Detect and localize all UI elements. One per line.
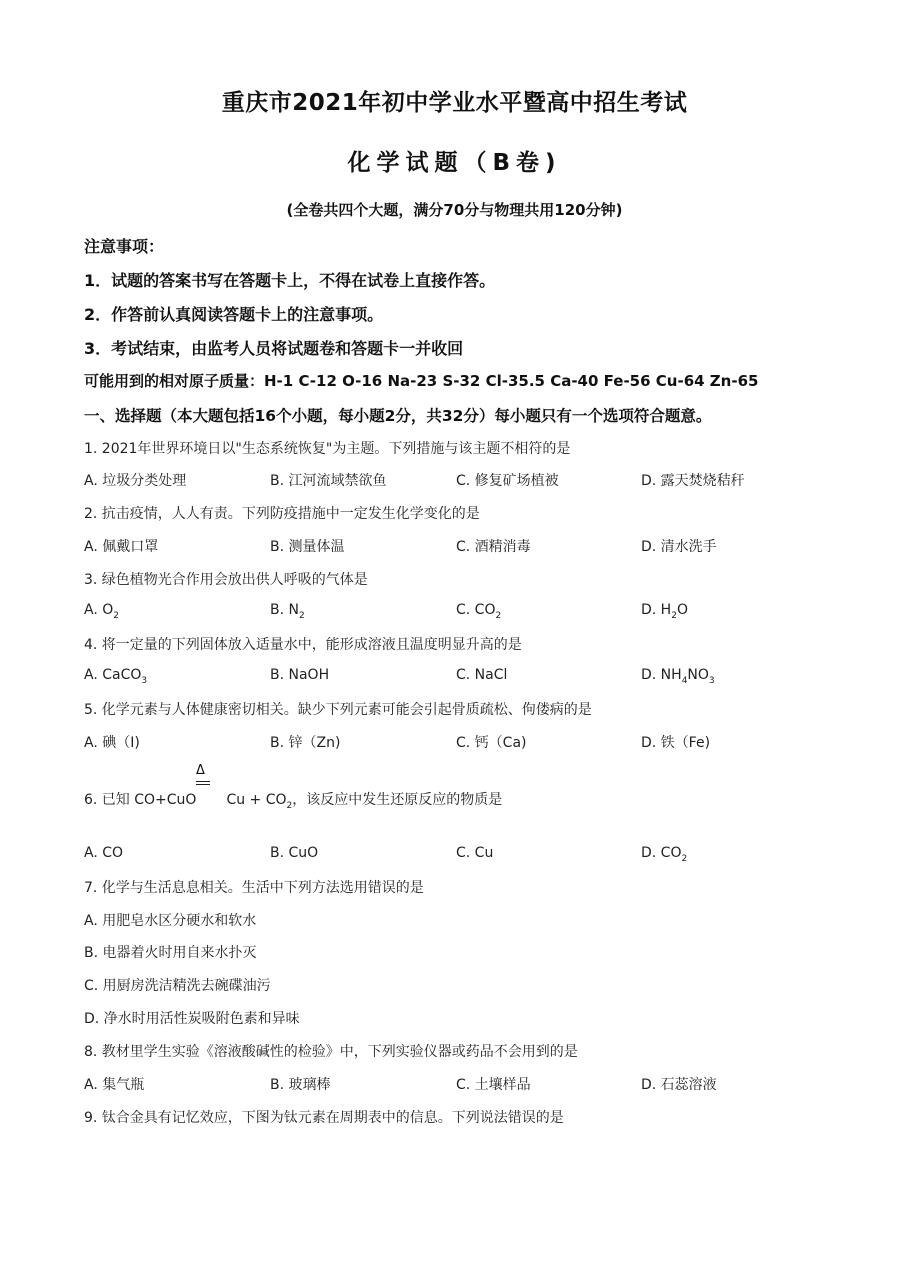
option-c: C. 土壤样品 — [456, 1077, 531, 1093]
option-b: B. CuO — [270, 845, 319, 861]
option-c: C. NaCl — [456, 667, 508, 683]
option-b: B. $N_2$ — [270, 602, 305, 621]
option-d: D. $CO_2$ — [641, 845, 688, 864]
option-d: D. 清水洗手 — [641, 539, 717, 555]
option-c: C. 钙（Ca) — [456, 735, 527, 751]
question-2-stem: 2. 抗击疫情，人人有责。下列防疫措施中一定发生化学变化的是 — [84, 506, 480, 522]
option-b: B. 玻璃棒 — [270, 1077, 331, 1093]
option-a: A. $O_2$ — [84, 602, 119, 621]
option-b: B. 测量体温 — [270, 539, 345, 555]
option-b: B. NaOH — [270, 667, 330, 683]
question-6-options — [84, 845, 864, 867]
question-7-option-d: D. 净水时用活性炭吸附色素和异味 — [84, 1011, 300, 1027]
reaction-arrow-line — [196, 784, 210, 785]
option-c: C. 酒精消毒 — [456, 539, 531, 555]
question-3-options — [84, 602, 864, 624]
question-7-option-b: B. 电器着火时用自来水扑灭 — [84, 945, 257, 961]
question-2-options — [84, 536, 864, 558]
paper-subtitle: 化学试题（B卷) — [347, 150, 562, 176]
option-b: B. 锌（Zn) — [270, 735, 341, 751]
question-7-stem: 7. 化学与生活息息相关。生活中下列方法选用错误的是 — [84, 880, 424, 896]
option-c: C. 修复矿场植被 — [456, 473, 559, 489]
question-5-stem: 5. 化学元素与人体健康密切相关。缺少下列元素可能会引起骨质疏松、佝偻病的是 — [84, 702, 592, 718]
option-c: C. Cu — [456, 845, 494, 861]
question-5-options — [84, 732, 864, 754]
option-a: A. 佩戴口罩 — [84, 539, 159, 555]
question-9-stem: 9. 钛合金具有记忆效应，下图为钛元素在周期表中的信息。下列说法错误的是 — [84, 1110, 564, 1126]
question-1-options — [84, 470, 864, 492]
question-7-option-c: C. 用厨房洗洁精洗去碗碟油污 — [84, 978, 271, 994]
notice-heading: 注意事项： — [84, 237, 165, 256]
option-a: A. CO — [84, 845, 124, 861]
option-c: C. $CO_2$ — [456, 602, 502, 621]
notice-item-2: 2．作答前认真阅读答题卡上的注意事项。 — [84, 305, 384, 324]
heating-symbol: Δ — [196, 763, 205, 778]
paper-note: (全卷共四个大题，满分70分与物理共用120分钟) — [286, 201, 623, 219]
question-4-stem: 4. 将一定量的下列固体放入适量水中，能形成溶液且温度明显升高的是 — [84, 637, 522, 653]
option-d: D. 露天焚烧秸秆 — [641, 473, 745, 489]
section-heading: 一、选择题（本大题包括16个小题，每小题2分，共32分）每小题只有一个选项符合题意。 — [84, 407, 712, 425]
question-8-stem: 8. 教材里学生实验《溶液酸碱性的检验》中，下列实验仪器或药品不会用到的是 — [84, 1044, 578, 1060]
question-3-stem: 3. 绿色植物光合作用会放出供人呼吸的气体是 — [84, 572, 368, 588]
option-a: A. 垃圾分类处理 — [84, 473, 187, 489]
question-7-option-a: A. 用肥皂水区分硬水和软水 — [84, 913, 257, 929]
question-4-options — [84, 667, 864, 689]
reaction-arrow-line — [196, 781, 210, 782]
option-d: D. 石蕊溶液 — [641, 1077, 717, 1093]
option-d: D. $NH_4NO_3$ — [641, 667, 715, 686]
question-1-stem: 1. 2021年世界环境日以"生态系统恢复"为主题。下列措施与该主题不相符的是 — [84, 441, 571, 457]
question-6-stem: 6. 已知 CO+CuO $Cu + CO_2$，该反应中发生还原反应的物质是 — [84, 792, 503, 811]
option-d: D. $H_2O$ — [641, 602, 688, 621]
notice-item-1: 1．试题的答案书写在答题卡上，不得在试卷上直接作答。 — [84, 271, 496, 290]
notice-item-3: 3．考试结束，由监考人员将试题卷和答题卡一并收回 — [84, 339, 464, 358]
option-a: A. 集气瓶 — [84, 1077, 145, 1093]
option-a: A. CaCO$_3$ — [84, 667, 148, 686]
question-8-options — [84, 1074, 864, 1096]
exam-title: 重庆市2021年初中学业水平暨高中招生考试 — [221, 90, 688, 116]
option-b: B. 江河流域禁欲鱼 — [270, 473, 387, 489]
atomic-masses: 可能用到的相对原子质量：H-1 C-12 O-16 Na-23 S-32 Cl-35.5 Ca-40 Fe-56 Cu-64 Zn-65 — [84, 372, 759, 390]
option-d: D. 铁（Fe) — [641, 735, 711, 751]
option-a: A. 碘（I) — [84, 735, 140, 751]
